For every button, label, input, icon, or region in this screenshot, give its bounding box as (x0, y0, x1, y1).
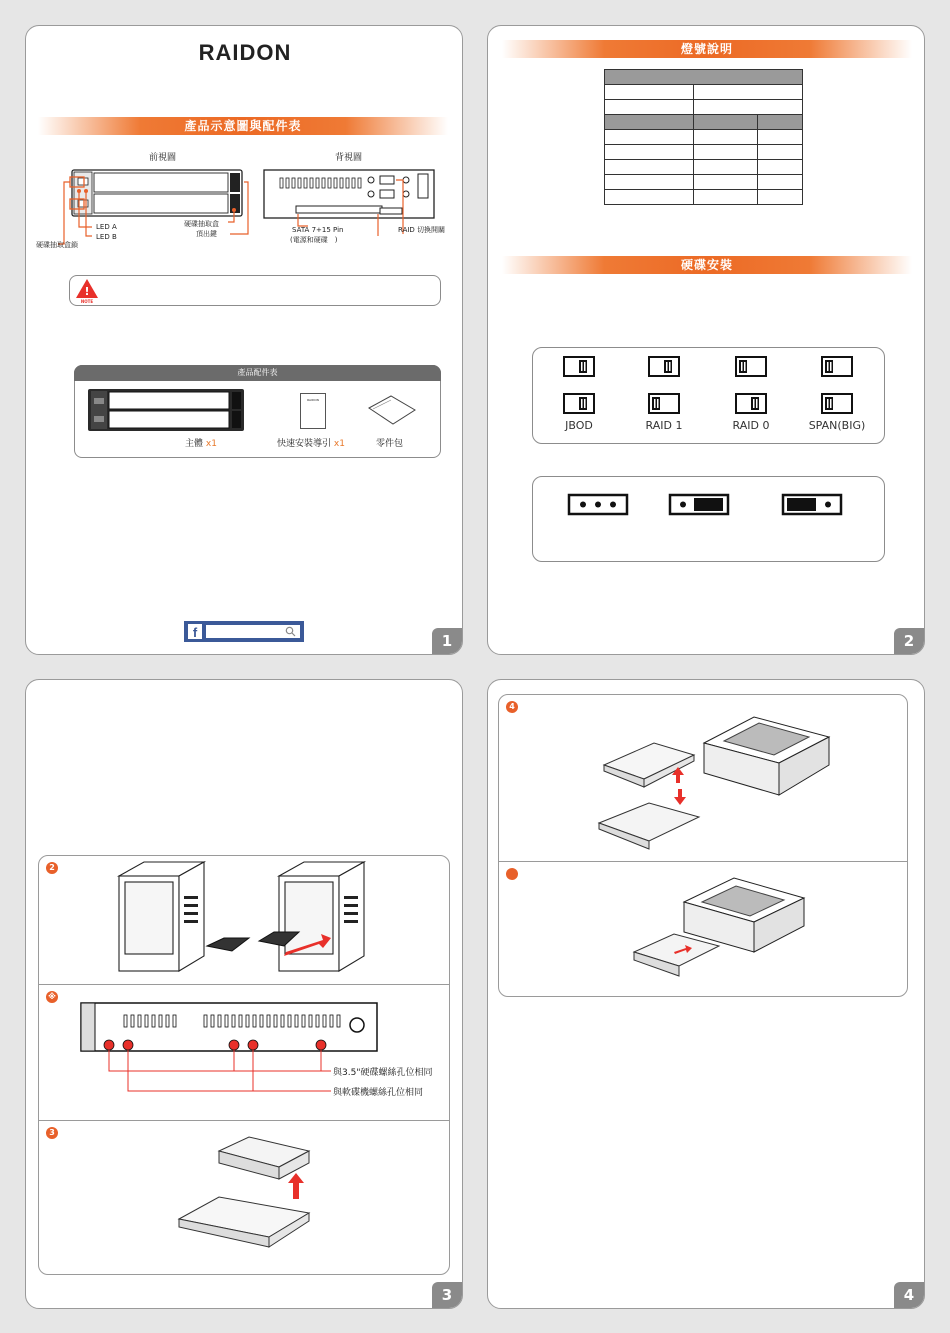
page-3 (25, 679, 463, 1309)
main-unit-image (87, 388, 245, 432)
guide-brand: RAIDON (307, 398, 319, 402)
step-4-number: 4 (506, 701, 518, 713)
tray-bracket-illustration (169, 1131, 329, 1271)
raid-mode-span: SPAN(BIG) (808, 419, 866, 432)
note-box (69, 275, 441, 306)
step-2-number: 2 (46, 862, 58, 874)
page-2 (487, 25, 925, 655)
step-4-panel (498, 694, 908, 862)
section-header-led: 燈號說明 (502, 40, 912, 58)
accessories-box (74, 365, 441, 458)
label-drive-lock: 硬碟抽取盒鎖 (36, 241, 78, 249)
page-1 (25, 25, 463, 655)
step-5-number (506, 868, 518, 880)
accessory-parts: 零件包 (376, 439, 404, 449)
page-number-2: 2 (894, 628, 924, 654)
label-led-a: LED A (96, 223, 117, 231)
note-label: NOTE (80, 299, 94, 304)
label-raid-switch: RAID 切換開關 (398, 226, 446, 234)
screw-note-floppy: 與軟碟機螺絲孔位相同 (333, 1088, 424, 1098)
step-2-panel (38, 855, 450, 985)
step-3-number: 3 (46, 1127, 58, 1139)
pc-install-illustration (109, 856, 449, 981)
label-eject: 頂出鍵 (196, 230, 217, 238)
step-3-panel (38, 1120, 450, 1275)
led-table (604, 69, 803, 205)
jumper-diagram (533, 477, 886, 563)
accessory-guide: 快速安裝導引 x1 (277, 439, 345, 449)
raid-mode-box (532, 347, 885, 444)
raid-mode-raid1: RAID 1 (645, 419, 683, 432)
tray-into-enclosure-illustration (624, 872, 824, 992)
front-view-title: 前視圖 (149, 153, 177, 163)
label-sata: SATA 7+15 Pin (292, 226, 344, 234)
parts-pack-image (367, 394, 417, 426)
accessories-header: 產品配件表 (74, 365, 441, 381)
drive-into-tray-illustration (594, 703, 834, 853)
step-5-panel (498, 861, 908, 997)
search-icon (285, 626, 296, 637)
guide-image (300, 393, 326, 429)
jumper-box (532, 476, 885, 562)
facebook-icon: f (188, 624, 202, 639)
facebook-search-bar[interactable] (184, 621, 304, 642)
raid-mode-jbod: JBOD (565, 419, 593, 432)
section-header-install: 硬碟安裝 (502, 256, 912, 274)
screw-callout-lines (39, 985, 339, 1122)
page-4 (487, 679, 925, 1309)
page-number-1: 1 (432, 628, 462, 654)
brand-logo: RAIDON (198, 40, 292, 65)
label-sata-sub: (電源和硬碟 ) (290, 236, 338, 244)
step-note-panel (38, 984, 450, 1121)
page-number-3: 3 (432, 1282, 462, 1308)
page-number-4: 4 (894, 1282, 924, 1308)
warning-icon (75, 278, 99, 304)
back-view-title: 背視圖 (335, 153, 363, 163)
section-header-product: 產品示意圖與配件表 (38, 117, 448, 135)
label-led-b: LED B (96, 233, 117, 241)
step-note-number: ※ (46, 991, 58, 1003)
svg-text:!: ! (84, 285, 90, 298)
raid-mode-raid0: RAID 0 (732, 419, 770, 432)
label-tray: 硬碟抽取盒 (184, 220, 219, 228)
accessory-main-unit: 主體 x1 (185, 439, 217, 449)
screw-note-35: 與3.5"硬碟螺絲孔位相同 (333, 1068, 433, 1078)
